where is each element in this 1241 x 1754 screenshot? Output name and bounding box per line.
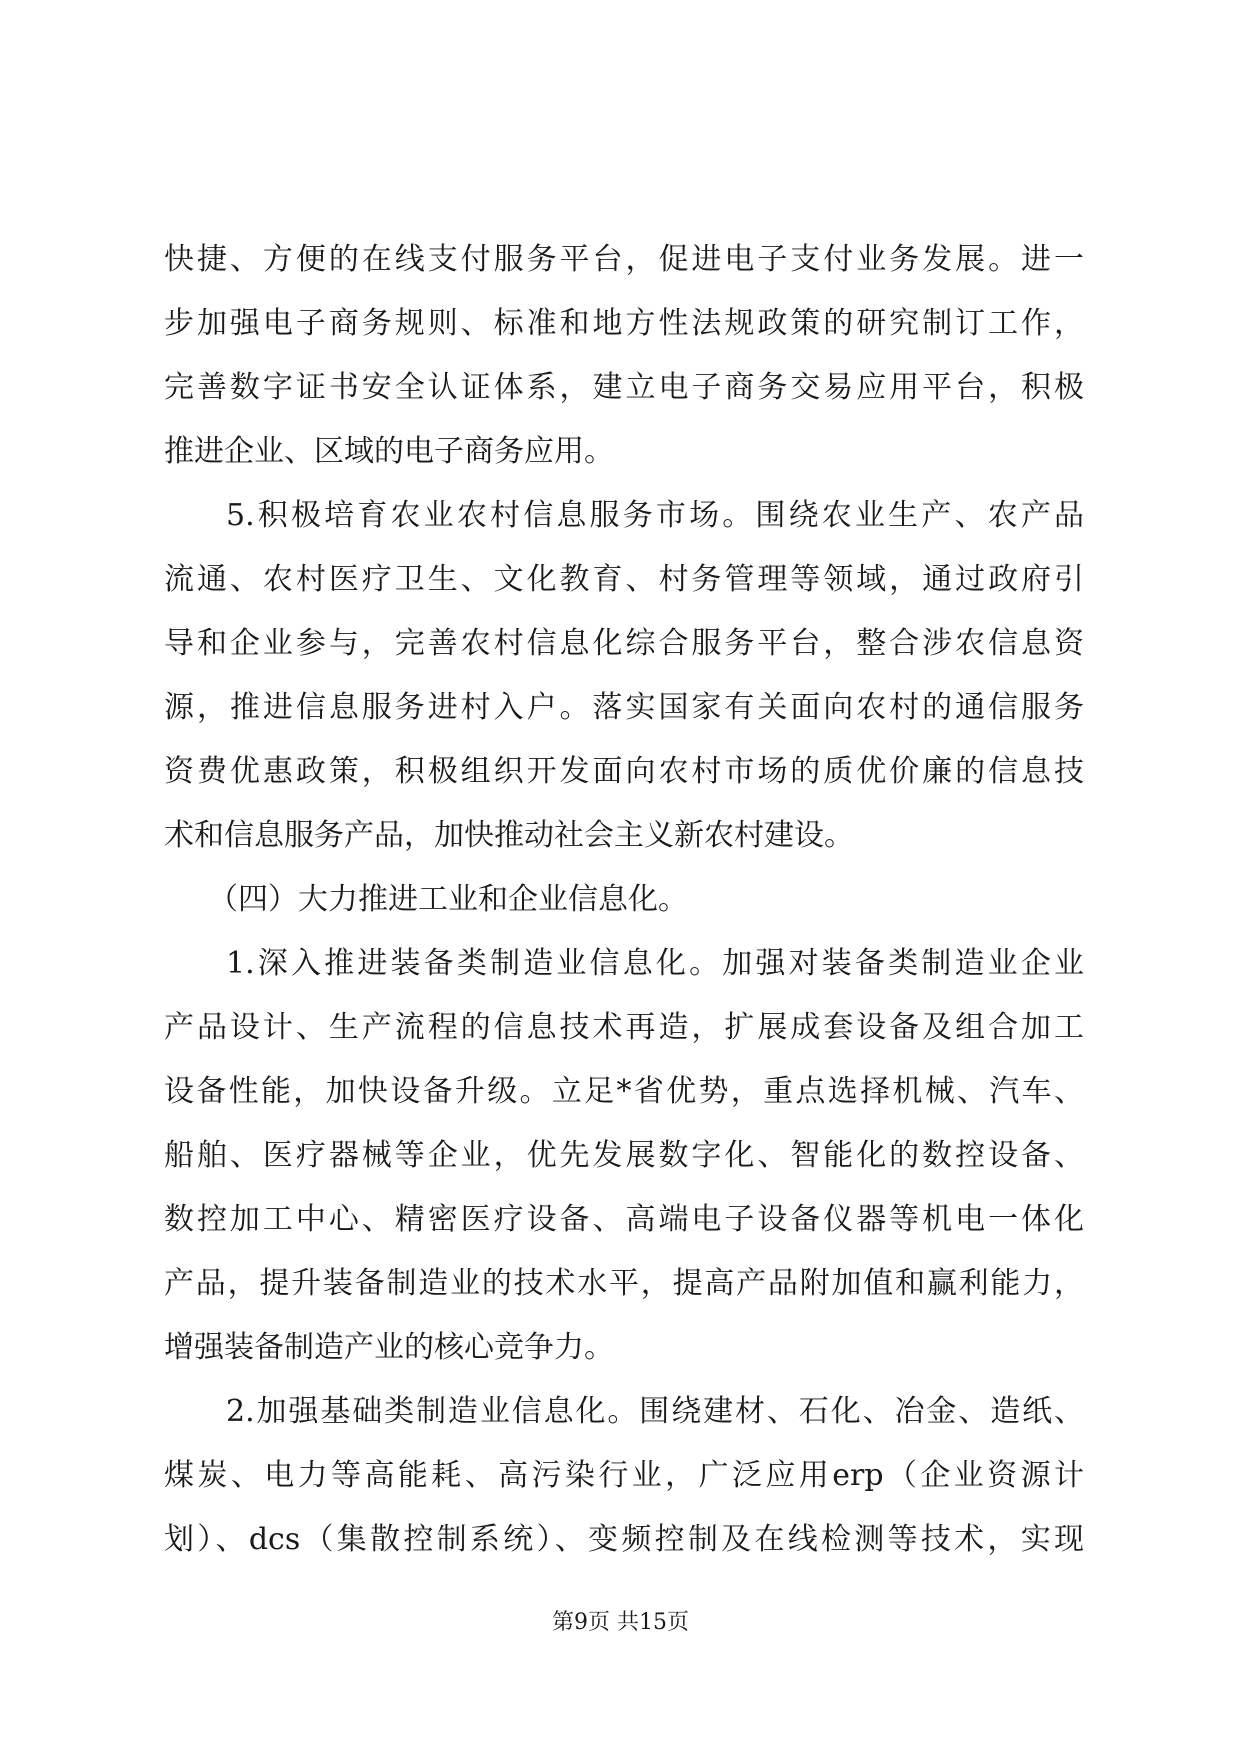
text-line: 煤炭、电力等高能耗、高污染行业，广泛应用erp（企业资源计 xyxy=(164,1458,1084,1493)
text-line: 完善数字证书安全认证体系，建立电子商务交易应用平台，积极 xyxy=(164,370,1084,405)
text-line: 术和信息服务产品，加快推动社会主义新农村建设。 xyxy=(164,818,854,853)
text-line: 数控加工中心、精密医疗设备、高端电子设备仪器等机电一体化 xyxy=(164,1202,1084,1237)
page-number-indicator: 第9页 共15页 xyxy=(552,1610,689,1635)
text-line: 步加强电子商务规则、标准和地方性法规政策的研究制订工作， xyxy=(164,306,1084,341)
text-line: 5.积极培育农业农村信息服务市场。围绕农业生产、农产品 xyxy=(226,498,1084,533)
text-line: 2.加强基础类制造业信息化。围绕建材、石化、冶金、造纸、 xyxy=(226,1394,1084,1429)
text-line: 船舶、医疗器械等企业，优先发展数字化、智能化的数控设备、 xyxy=(164,1138,1084,1173)
page-footer xyxy=(0,1608,1241,1638)
text-line: 产品，提升装备制造业的技术水平，提高产品附加值和赢利能力， xyxy=(164,1266,1084,1301)
text-line: 快捷、方便的在线支付服务平台，促进电子支付业务发展。进一 xyxy=(164,242,1084,277)
document-body xyxy=(164,228,1084,1572)
text-line: 划）、dcs（集散控制系统）、变频控制及在线检测等技术，实现 xyxy=(164,1522,1084,1557)
text-line: 资费优惠政策，积极组织开发面向农村市场的质优价廉的信息技 xyxy=(164,754,1084,789)
text-line: 增强装备制造产业的核心竞争力。 xyxy=(164,1330,614,1365)
text-line: 源，推进信息服务进村入户。落实国家有关面向农村的通信服务 xyxy=(164,690,1084,725)
text-line: 产品设计、生产流程的信息技术再造，扩展成套设备及组合加工 xyxy=(164,1010,1084,1045)
text-line: 1.深入推进装备类制造业信息化。加强对装备类制造业企业 xyxy=(226,946,1084,981)
section-heading: （四）大力推进工业和企业信息化。 xyxy=(208,882,688,917)
text-line: 设备性能，加快设备升级。立足*省优势，重点选择机械、汽车、 xyxy=(164,1074,1084,1109)
text-line: 推进企业、区域的电子商务应用。 xyxy=(164,434,614,469)
text-line: 流通、农村医疗卫生、文化教育、村务管理等领域，通过政府引 xyxy=(164,562,1084,597)
text-line: 导和企业参与，完善农村信息化综合服务平台，整合涉农信息资 xyxy=(164,626,1084,661)
